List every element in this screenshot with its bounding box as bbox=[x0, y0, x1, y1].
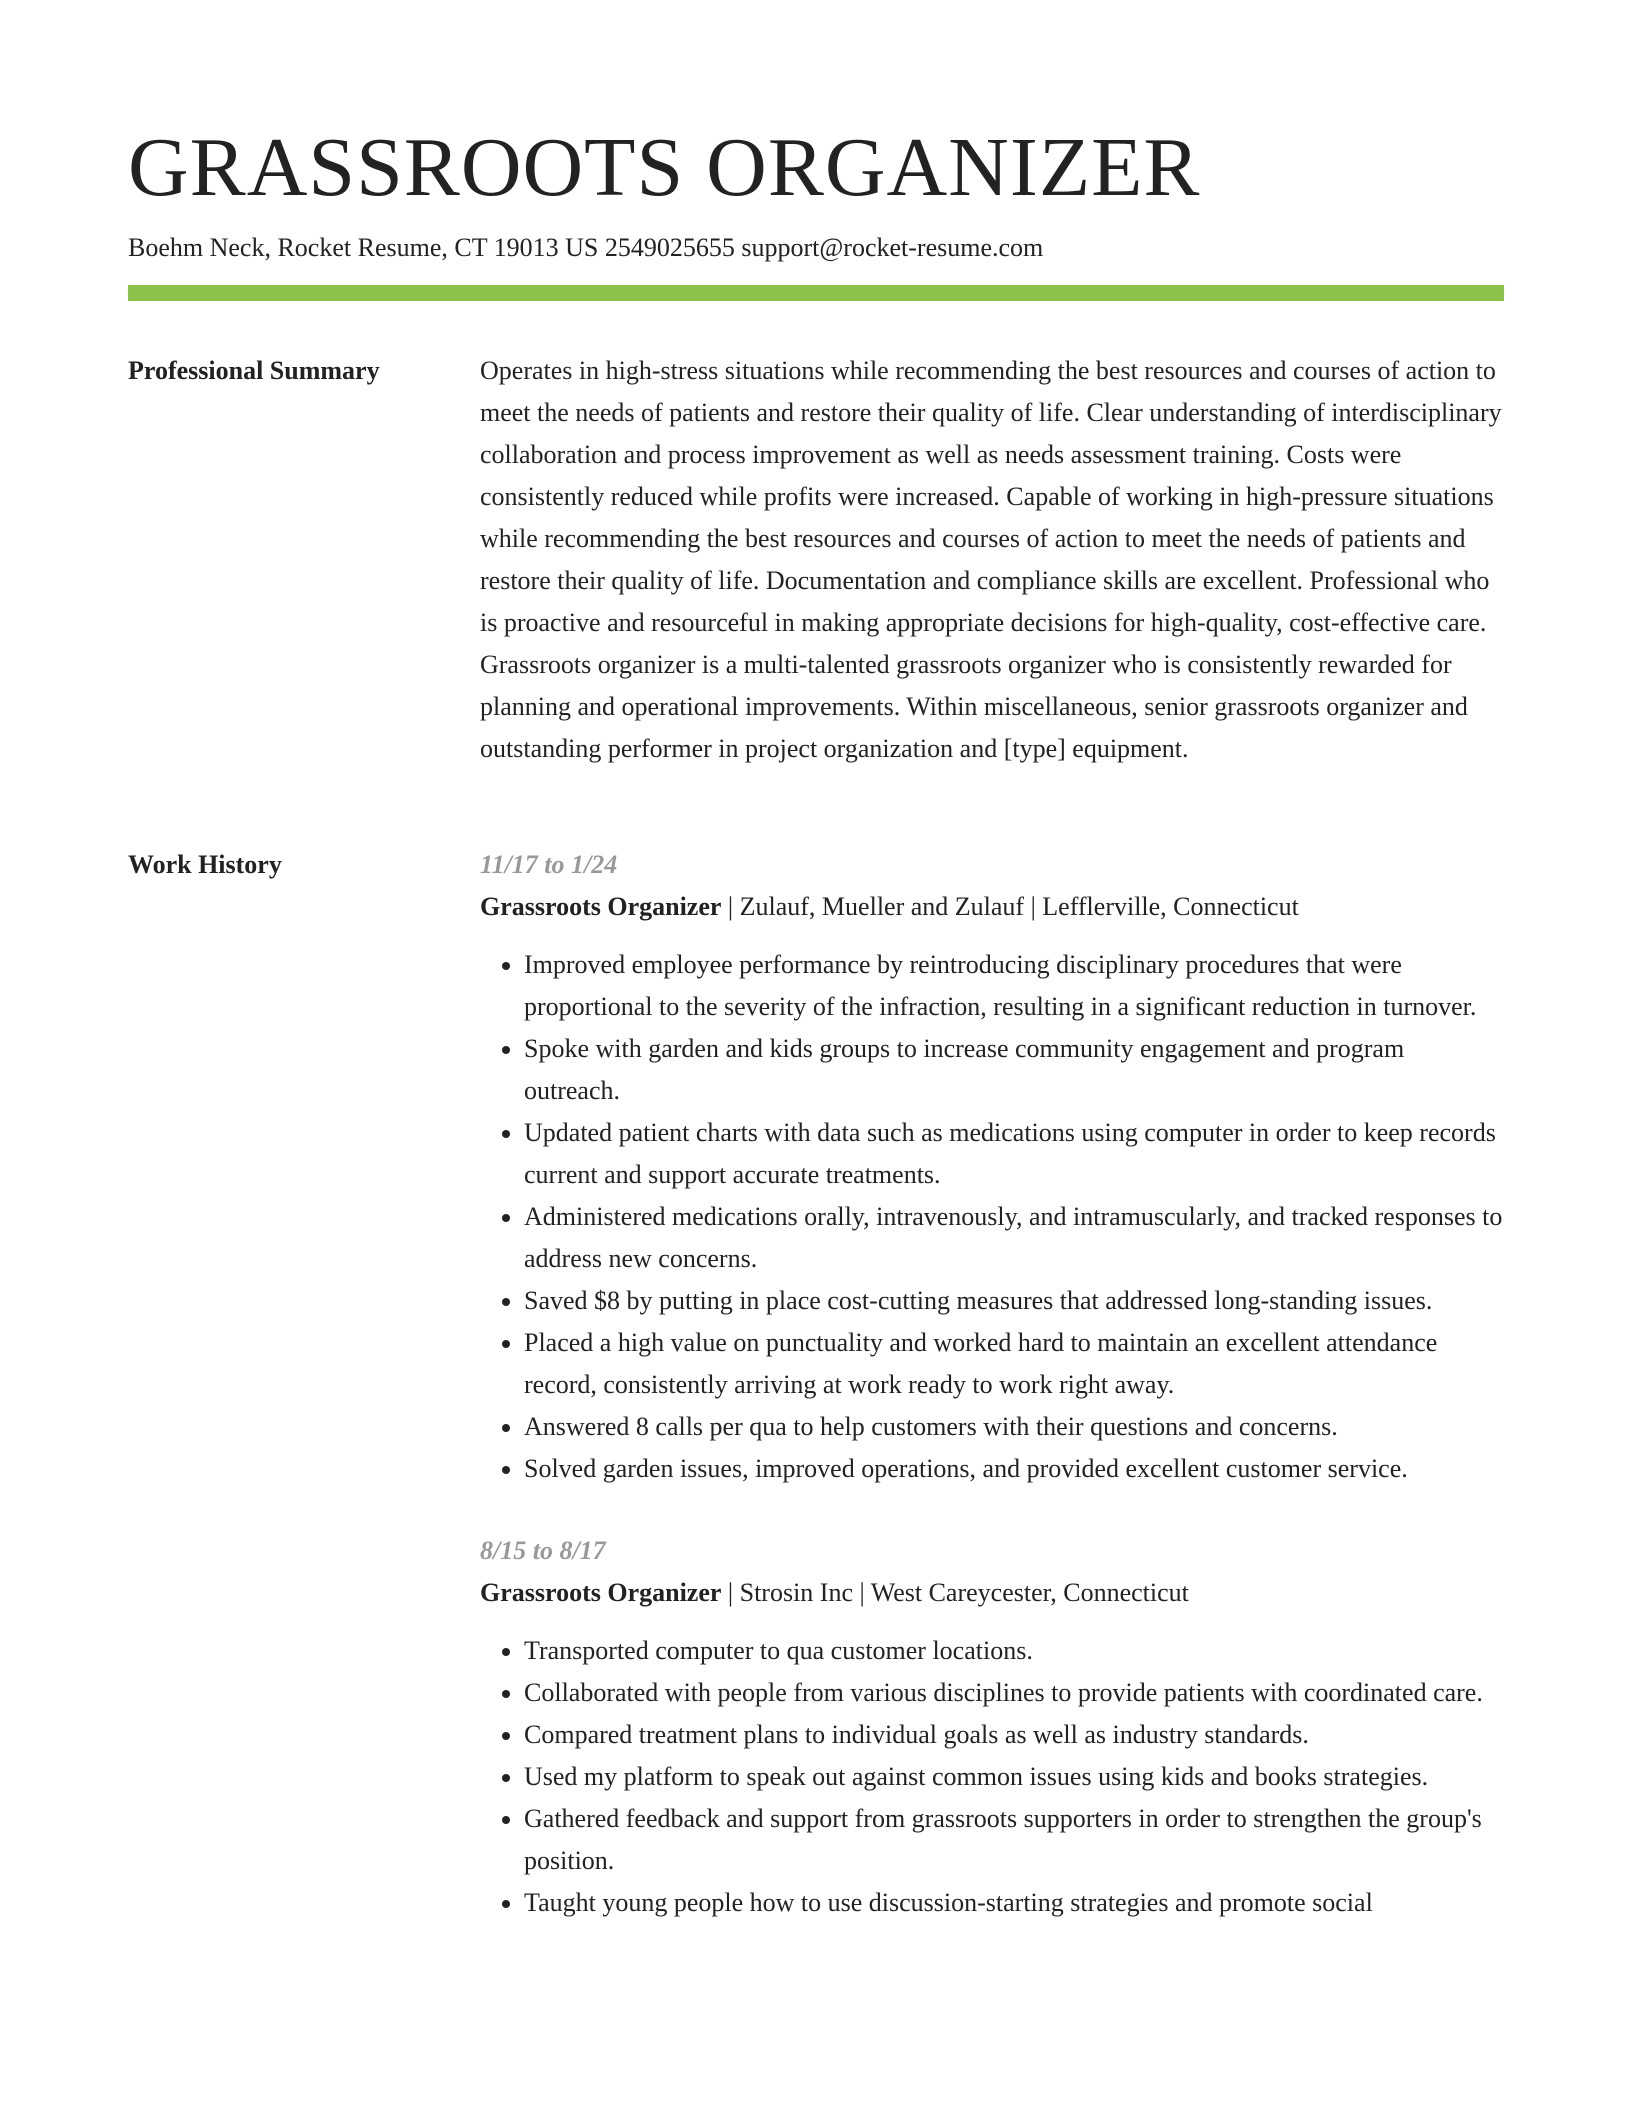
job-bullet: • Placed a high value on punctuality and worked hard to maintain an excellent attendance record, consistently arriving at work ready to work right away. bbox=[524, 1322, 1504, 1406]
job-bullet: • Answered 8 calls per qua to help customers with their questions and concerns. bbox=[524, 1406, 1504, 1448]
work-history-body bbox=[480, 844, 1504, 1954]
job-bullet: • Taught young people how to use discussion-starting strategies and promote social bbox=[524, 1882, 1504, 1924]
summary-section-title: Professional Summary bbox=[128, 356, 380, 385]
work-history-section-title: Work History bbox=[128, 850, 282, 879]
job-details: | Strosin Inc | West Careycester, Connecticut bbox=[721, 1578, 1189, 1607]
job-bullet: • Used my platform to speak out against common issues using kids and books strategies. bbox=[524, 1756, 1504, 1798]
job-heading bbox=[480, 1572, 1504, 1614]
contact-line: Boehm Neck, Rocket Resume, CT 19013 US 2549025655 support@rocket-resume.com bbox=[128, 233, 1044, 262]
job-bullet: • Transported computer to qua customer locations. bbox=[524, 1630, 1504, 1672]
summary-text: Operates in high-stress situations while recommending the best resources and courses of action to meet the needs of patients and restore their quality of life. Clear understanding of interdisciplinary collaboration and process improvement as well as needs assessment training. Costs were consistently reduced while profits were increased. Capable of working in high-pressure situations while recommending the best resources and courses of action to meet the needs of patients and restore their quality of life. Documentation and compliance skills are excellent. Professional who is proactive and resourceful in making appropriate decisions for high-quality, cost-effective care. Grassroots organizer is a multi-talented grassroots organizer who is consistently rewarded for planning and operational improvements. Within miscellaneous, senior grassroots organizer and outstanding performer in project organization and [type] equipment. bbox=[480, 356, 1502, 763]
job-bullet: • Spoke with garden and kids groups to increase community engagement and program outreach. bbox=[524, 1028, 1504, 1112]
job-bullet: • Gathered feedback and support from grassroots supporters in order to strengthen the group's position. bbox=[524, 1798, 1504, 1882]
job-title: Grassroots Organizer bbox=[480, 1578, 722, 1607]
job-bullet: • Compared treatment plans to individual goals as well as industry standards. bbox=[524, 1714, 1504, 1756]
job-bullet: • Collaborated with people from various disciplines to provide patients with coordinated care. bbox=[524, 1672, 1504, 1714]
job-bullet: • Updated patient charts with data such as medications using computer in order to keep records current and support accurate treatments. bbox=[524, 1112, 1504, 1196]
summary-body bbox=[480, 350, 1504, 770]
job-bullet-list bbox=[480, 944, 1504, 1490]
job-bullet: • Improved employee performance by reintroducing disciplinary procedures that were proportional to the severity of the infraction, resulting in a significant reduction in turnover. bbox=[524, 944, 1504, 1028]
job-dates: 8/15 to 8/17 bbox=[480, 1536, 606, 1565]
accent-divider bbox=[128, 285, 1504, 301]
job-heading bbox=[480, 886, 1504, 928]
resume-name-heading: GRASSROOTS ORGANIZER bbox=[128, 121, 1201, 214]
job-details: | Zulauf, Mueller and Zulauf | Lefflerville, Connecticut bbox=[721, 892, 1299, 921]
job-entry bbox=[480, 844, 1504, 1490]
job-dates: 11/17 to 1/24 bbox=[480, 850, 618, 879]
job-title: Grassroots Organizer bbox=[480, 892, 722, 921]
job-bullet: • Saved $8 by putting in place cost-cutting measures that addressed long-standing issues. bbox=[524, 1280, 1504, 1322]
job-bullet: • Administered medications orally, intravenously, and intramuscularly, and tracked responses to address new concerns. bbox=[524, 1196, 1504, 1280]
job-bullet-list bbox=[480, 1630, 1504, 1924]
job-entry bbox=[480, 1530, 1504, 1924]
job-bullet: • Solved garden issues, improved operations, and provided excellent customer service. bbox=[524, 1448, 1504, 1490]
